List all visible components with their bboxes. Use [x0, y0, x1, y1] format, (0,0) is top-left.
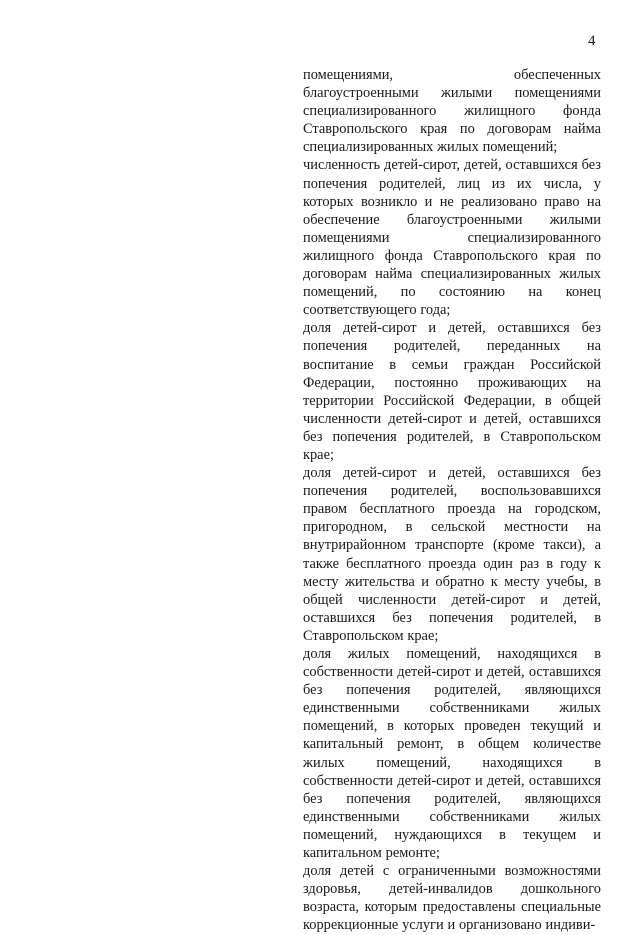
paragraph-1: помещениями, обеспеченных благоустроенными жилыми помещениями специализированного жилищного фонда Ставропольского края по договорам найма специализированных жилых помещений;: [303, 67, 601, 156]
document-body: [303, 66, 601, 935]
paragraph-6: доля детей с ограниченными возможностями здоровья, детей-инвалидов дошкольного возраста, которым предоставлены специальные коррекционные услуги и организовано индиви-: [303, 863, 601, 934]
paragraph-2: численность детей-сирот, детей, оставшихся без попечения родителей, лиц из их числа, у которых возникло и не реализовано право на обеспечение благоустроенными жилыми помещениями специализированного жилищного фонда Ставропольского края по договорам найма специализированных жилых помещений, по состоянию на конец соответствующего года;: [303, 157, 601, 319]
paragraph-4: доля детей-сирот и детей, оставшихся без попечения родителей, воспользовавшихся правом бесплатного проезда на городском, пригородном, в сельской местности на внутрирайонном транспорте (кроме такси), а также бесплатного проезда один раз в году к месту жительства и обратно к месту учебы, в общей численности детей-сирот и детей, оставшихся без попечения родителей, в Ставропольском крае;: [303, 465, 601, 644]
page-number: 4: [588, 33, 596, 49]
paragraph-3: доля детей-сирот и детей, оставшихся без попечения родителей, переданных на воспитание в семьи граждан Российской Федерации, постоянно проживающих на территории Российской Федерации, в общей численности детей-сирот и детей, оставшихся без попечения родителей, в Ставропольском крае;: [303, 320, 601, 463]
paragraph-5: доля жилых помещений, находящихся в собственности детей-сирот и детей, оставшихся без попечения родителей, являющихся единственными собственниками жилых помещений, в которых проведен текущий и капитальный ремонт, в общем количестве жилых помещений, находящихся в собственности детей-сирот и детей, оставшихся без попечения родителей, являющихся единственными собственниками жилых помещений, нуждающихся в текущем и капитальном ремонте;: [303, 646, 601, 862]
